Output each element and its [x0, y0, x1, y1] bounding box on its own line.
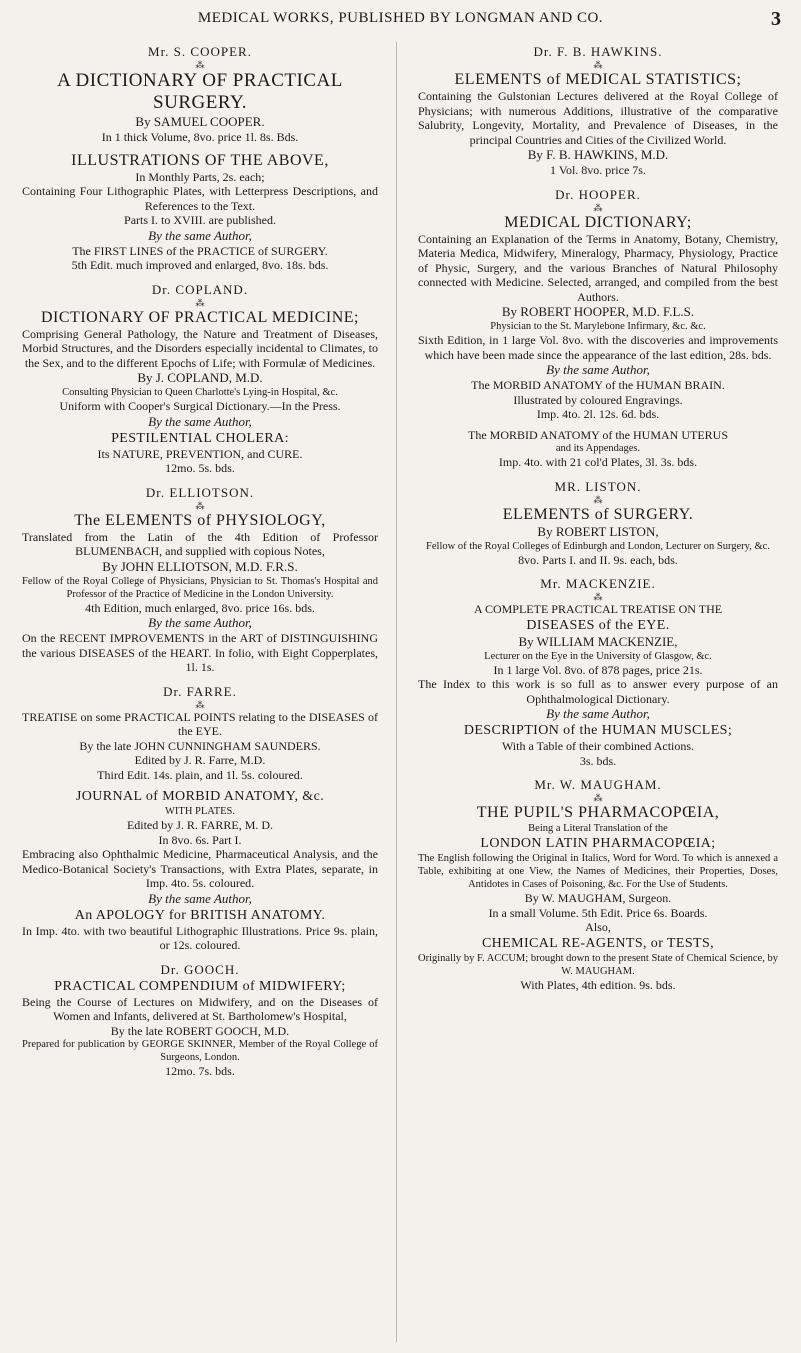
- entry-text: Consulting Physician to Queen Charlotte's Lying-in Hospital, &c.: [62, 387, 338, 398]
- entry-title: PRACTICAL COMPENDIUM of MIDWIFERY;: [54, 978, 346, 994]
- entry-liston: [418, 479, 778, 568]
- entry-text: Third Edit. 14s. plain, and 1l. 5s. coloured.: [97, 767, 303, 782]
- entry-copland: [22, 282, 378, 476]
- entry-text: In Imp. 4to. with two beautiful Lithographic Illustrations. Price 9s. plain, or 12s. coloured.: [22, 923, 378, 952]
- entry-title: ELEMENTS of MEDICAL STATISTICS;: [454, 71, 742, 88]
- entry-text: Comprising General Pathology, the Nature and Treatment of Diseases, Morbid Structures, and the Disorders especially incidental to Climates, to the Sex, and to the different Epochs of Life; with Formulæ of Medicines.: [22, 326, 378, 370]
- entry-text: Imp. 4to. 2l. 12s. 6d. bds.: [536, 407, 660, 421]
- entry-author: By the late ROBERT GOOCH, M.D.: [110, 1023, 290, 1038]
- entry-hawkins: [418, 44, 778, 178]
- entry-author: By W. MAUGHAM, Surgeon.: [524, 891, 672, 905]
- entry-text: Lecturer on the Eye in the University of Glasgow, &c.: [484, 650, 712, 662]
- entry-text: Edited by J. R. FARRE, M. D.: [126, 818, 274, 832]
- entry-note: By the same Author,: [148, 615, 252, 630]
- entry-author: By WILLIAM MACKENZIE,: [518, 633, 678, 649]
- entry-elliotson: [22, 485, 378, 675]
- entry-subtitle: The MORBID ANATOMY of the HUMAN UTERUS: [468, 427, 728, 442]
- entry-farre: [22, 684, 378, 953]
- left-column: [22, 38, 378, 1088]
- entry-author: By SAMUEL COOPER.: [135, 114, 265, 129]
- ornament: ⁂: [593, 592, 603, 602]
- entry-maugham: [418, 777, 778, 992]
- entry-text: With a Table of their combined Actions.: [501, 739, 695, 753]
- ornament: ⁂: [195, 297, 205, 308]
- entry-text: Parts I. to XVIII. are published.: [124, 213, 276, 227]
- entry-note: By the same Author,: [148, 227, 252, 243]
- entry-text: Containing Four Lithographic Plates, with Letterpress Descriptions, and References to the Text.: [22, 184, 378, 213]
- ornament: ⁂: [195, 60, 205, 70]
- entry-text: Containing the Gulstonian Lectures delivered at the Royal College of Physicians; with numerous Additions, illustrative of the comparative Salubrity, Longevity, Mortality, and Prevalence of Diseases, in the principal Countries and Cities of the Civilized World.: [418, 89, 778, 147]
- entry-author: By JOHN ELLIOTSON, M.D. F.R.S.: [102, 558, 298, 574]
- entry-text: Illustrated by coloured Engravings.: [513, 392, 683, 407]
- entry-gooch: [22, 962, 378, 1079]
- entry-text: Edited by J. R. Farre, M.D.: [134, 753, 266, 767]
- entry-head: Dr. ELLIOTSON.: [145, 484, 255, 500]
- entry-text: The English following the Original in Italics, Word for Word. To which is annexed a Table, exhibiting at one View, the Names of Medicines, their Properties, Doses, Antidotes in Cases of Poisoning, &c. For the Use of Students.: [418, 853, 778, 890]
- entry-note: By the same Author,: [148, 413, 252, 429]
- entry-title: ELEMENTS of SURGERY.: [502, 505, 694, 523]
- entry-title: MEDICAL DICTIONARY;: [504, 213, 692, 231]
- entry-text: Embracing also Ophthalmic Medicine, Pharmaceutical Analysis, and the Medico-Botanical Society's Transactions, with Extra Plates, separate, in Imp. 4to. 5s. coloured.: [22, 847, 378, 890]
- entry-text: WITH PLATES.: [165, 806, 235, 817]
- entry-subtitle: DESCRIPTION of the HUMAN MUSCLES;: [463, 723, 733, 738]
- entry-text: Translated from the Latin of the 4th Edition of Professor BLUMENBACH, and supplied with copious Notes,: [22, 529, 378, 558]
- entry-head: MR. LISTON.: [554, 478, 642, 494]
- entry-subtitle: The FIRST LINES of the PRACTICE of SURGERY.: [72, 243, 328, 258]
- entry-text: 12mo. 5s. bds.: [165, 461, 235, 475]
- entry-note: By the same Author,: [546, 362, 650, 377]
- entry-text: With Plates, 4th edition. 9s. bds.: [520, 977, 676, 992]
- entry-note: By the same Author,: [546, 706, 650, 721]
- entry-subtitle: CHEMICAL RE-AGENTS, or TESTS,: [481, 935, 715, 951]
- entry-head: Dr. HOOPER.: [555, 186, 641, 202]
- ornament: ⁂: [593, 202, 603, 213]
- entry-text: Its NATURE, PREVENTION, and CURE.: [97, 446, 303, 461]
- entry-text: In Monthly Parts, 2s. each;: [135, 169, 265, 184]
- column-divider: [396, 42, 397, 1342]
- entry-title: DICTIONARY OF PRACTICAL MEDICINE;: [41, 308, 359, 326]
- entry-text: 12mo. 7s. bds.: [165, 1064, 235, 1078]
- entry-title: THE PUPIL'S PHARMACOPŒIA,: [476, 804, 720, 821]
- entry-text: Physician to the St. Marylebone Infirmary, &c. &c.: [490, 321, 706, 332]
- entry-author: By F. B. HAWKINS, M.D.: [527, 147, 669, 162]
- entry-text: Being a Literal Translation of the: [528, 823, 668, 834]
- entry-text: In 8vo. 6s. Part I.: [158, 832, 242, 847]
- page-header: [0, 8, 801, 32]
- entry-text: 3s. bds.: [579, 753, 617, 768]
- ornament: ⁂: [593, 60, 603, 70]
- entry-text: Also,: [585, 920, 611, 934]
- entry-subtitle: LONDON LATIN PHARMACOPŒIA;: [480, 836, 716, 851]
- entry-author: By ROBERT HOOPER, M.D. F.L.S.: [501, 304, 695, 319]
- entry-author: By ROBERT LISTON,: [537, 523, 659, 539]
- entry-text: Being the Course of Lectures on Midwifery, and on the Diseases of Women and Infants, delivered at St. Bartholomew's Hospital,: [22, 994, 378, 1023]
- entry-text: Containing an Explanation of the Terms in Anatomy, Botany, Chemistry, Materia Medica, Midwifery, Mineralogy, Pharmacy, Physiology, Practice of Physic, Surgery, and the various Branches of Natural Philosophy connected with Medicine. Selected, arranged, and compiled from the best Authors.: [418, 231, 778, 304]
- ornament: ⁂: [593, 494, 603, 505]
- ornament: ⁂: [195, 500, 205, 511]
- entry-text: Fellow of the Royal Colleges of Edinburgh and London, Lecturer on Surgery, &c.: [426, 540, 770, 552]
- entry-text: Prepared for publication by GEORGE SKINNER, Member of the Royal College of Surgeons, London.: [22, 1039, 378, 1063]
- entry-mackenzie: [418, 576, 778, 768]
- entry-title: The ELEMENTS of PHYSIOLOGY,: [74, 511, 326, 529]
- entry-hooper: [418, 187, 778, 470]
- ornament: ⁂: [593, 793, 603, 803]
- entry-title: DISEASES of the EYE.: [526, 617, 670, 633]
- entry-text: Sixth Edition, in 1 large Vol. 8vo. with the discoveries and improvements which have been made since the appearance of the last edition, 28s. bds.: [418, 333, 778, 362]
- entry-author: By the late JOHN CUNNINGHAM SAUNDERS.: [79, 738, 321, 753]
- entry-subtitle: ILLUSTRATIONS OF THE ABOVE,: [71, 151, 329, 169]
- entry-text: 8vo. Parts I. and II. 9s. each, bds.: [518, 552, 678, 567]
- entry-head: Dr. COPLAND.: [151, 281, 249, 297]
- entry-text: Fellow of the Royal College of Physicians, Physician to St. Thomas's Hospital and Professor of the Practice of Medicine in the London University.: [22, 575, 378, 600]
- entry-head: Mr. MACKENZIE.: [540, 576, 656, 591]
- entry-subtitle: An APOLOGY for BRITISH ANATOMY.: [74, 907, 326, 923]
- entry-text: 1 Vol. 8vo. price 7s.: [550, 163, 646, 177]
- entry-author: By J. COPLAND, M.D.: [137, 370, 263, 385]
- right-column: [418, 38, 778, 1001]
- entry-cooper: [22, 44, 378, 273]
- entry-subtitle: The MORBID ANATOMY of the HUMAN BRAIN.: [471, 378, 725, 392]
- entry-text: and its Appendages.: [555, 443, 641, 454]
- entry-title: A COMPLETE PRACTICAL TREATISE ON THE: [473, 602, 723, 616]
- entry-text: In 1 large Vol. 8vo. of 878 pages, price 21s.: [493, 662, 703, 677]
- entry-subtitle: PESTILENTIAL CHOLERA:: [111, 430, 289, 446]
- entry-head: Mr. S. COOPER.: [148, 44, 252, 59]
- entry-format: In 1 thick Volume, 8vo. price 1l. 8s. Bds.: [101, 130, 299, 144]
- entry-head: Dr. FARRE.: [163, 683, 237, 699]
- running-title: MEDICAL WORKS, PUBLISHED BY LONGMAN AND CO.: [197, 10, 604, 26]
- entry-head: Dr. F. B. HAWKINS.: [533, 44, 663, 59]
- entry-title: A DICTIONARY OF PRACTICAL SURGERY.: [57, 70, 343, 113]
- page-number: 3: [771, 8, 781, 30]
- entry-text: 4th Edition, much enlarged, 8vo. price 16s. bds.: [85, 600, 315, 615]
- entry-text: On the RECENT IMPROVEMENTS in the ART of DISTINGUISHING the various DISEASES of the HEART. In folio, with Eight Copperplates, 1l. 1s.: [22, 631, 378, 674]
- entry-text: Imp. 4to. with 21 col'd Plates, 3l. 3s. bds.: [498, 455, 698, 469]
- entry-text: Uniform with Cooper's Surgical Dictionary.—In the Press.: [59, 399, 341, 413]
- entry-text: In a small Volume. 5th Edit. Price 6s. Boards.: [488, 905, 708, 920]
- entry-note: By the same Author,: [148, 890, 252, 906]
- ornament: ⁂: [195, 699, 205, 710]
- entry-text: Originally by F. ACCUM; brought down to the present State of Chemical Science, by W. MAUGHAM.: [418, 952, 778, 977]
- entry-subtitle: JOURNAL of MORBID ANATOMY, &c.: [75, 789, 325, 804]
- entry-head: Dr. GOOCH.: [160, 961, 240, 977]
- entry-text: 5th Edit. much improved and enlarged, 8vo. 18s. bds.: [71, 258, 329, 272]
- entry-head: Mr. W. MAUGHAM.: [534, 777, 662, 792]
- entry-title: TREATISE on some PRACTICAL POINTS relating to the DISEASES of the EYE.: [22, 709, 378, 738]
- entry-text: The Index to this work is so full as to answer every purpose of an Ophthalmological Dictionary.: [418, 677, 778, 706]
